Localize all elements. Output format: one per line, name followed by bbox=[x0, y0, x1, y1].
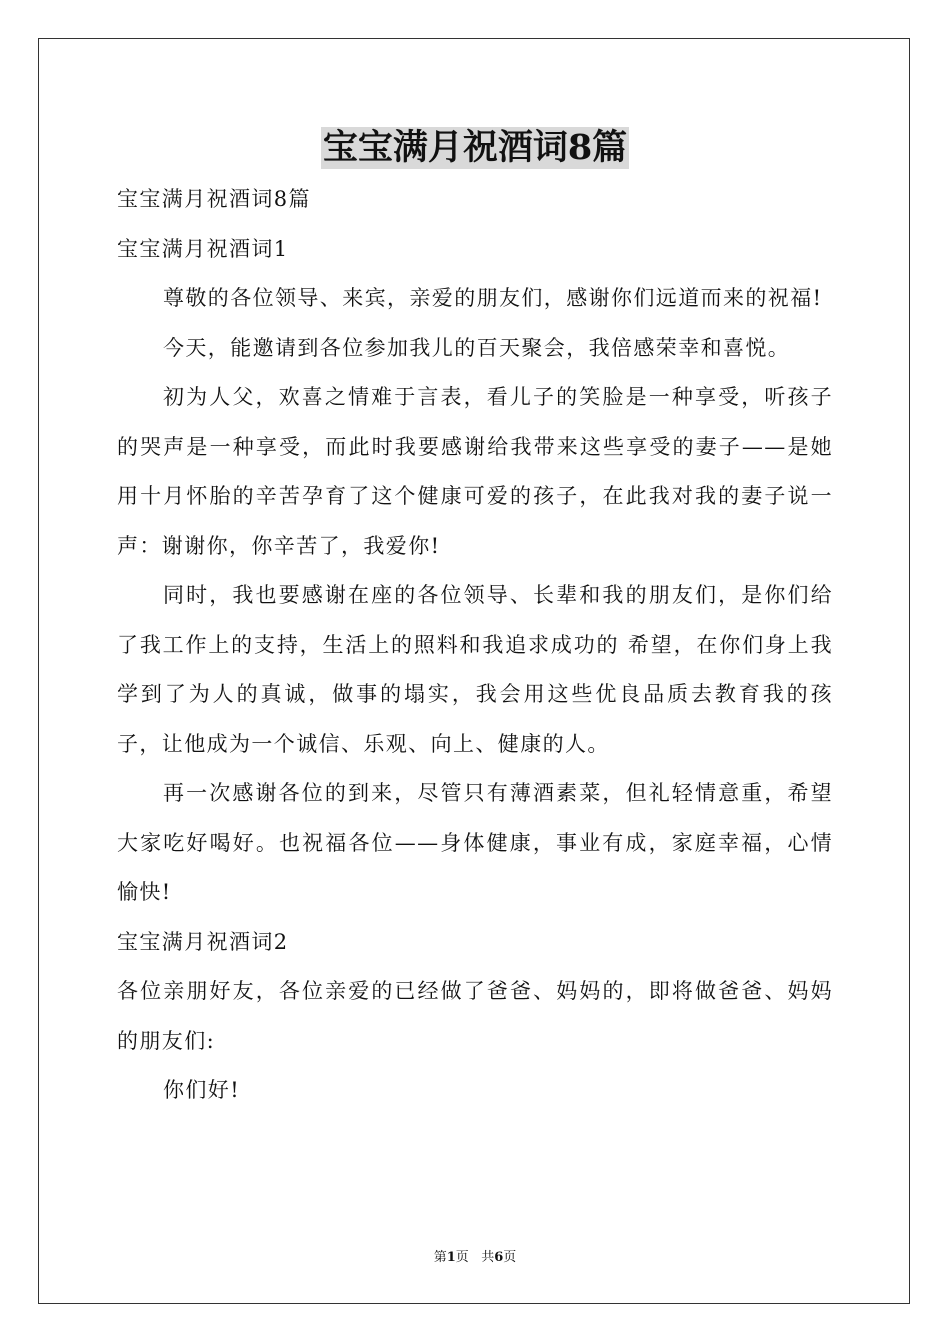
page-footer bbox=[0, 1246, 950, 1265]
title-wrap bbox=[117, 127, 833, 169]
paragraph: 再一次感谢各位的到来，尽管只有薄酒素菜，但礼轻情意重，希望大家吃好喝好。也祝福各位——身体健康，事业有成，家庭幸福，心情愉快! bbox=[117, 781, 833, 904]
paragraph: 各位亲朋好友，各位亲爱的已经做了爸爸、妈妈的，即将做爸爸、妈妈的朋友们: bbox=[117, 979, 833, 1053]
total-suffix: 页 bbox=[503, 1250, 517, 1265]
section-heading-1: 宝宝满月祝酒词1 bbox=[117, 236, 289, 261]
page-prefix: 第 bbox=[433, 1250, 447, 1265]
document-title: 宝宝满月祝酒词8篇 bbox=[322, 127, 628, 168]
current-page-number: 1 bbox=[446, 1250, 456, 1265]
document-subtitle: 宝宝满月祝酒词8篇 bbox=[117, 187, 311, 211]
paragraph: 尊敬的各位领导、来宾，亲爱的朋友们，感谢你们远道而来的祝福! bbox=[163, 286, 823, 310]
paragraph: 今天，能邀请到各位参加我儿的百天聚会，我倍感荣幸和喜悦。 bbox=[163, 335, 791, 360]
total-page-number: 6 bbox=[494, 1250, 504, 1265]
greeting: 你们好! bbox=[163, 1078, 241, 1102]
paragraph: 同时，我也要感谢在座的各位领导、长辈和我的朋友们，是你们给了我工作上的支持，生活上的照料和我追求成功的 希望，在你们身上我学到了为人的真诚，做事的塌实，我会用这些优良品质去教育我的孩子，让他成为一个诚信、乐观、向上、健康的人。 bbox=[117, 583, 833, 756]
total-prefix: 共 bbox=[481, 1250, 495, 1265]
paragraph: 初为人父，欢喜之情难于言表，看儿子的笑脸是一种享受，听孩子的哭声是一种享受，而此时我要感谢给我带来这些享受的妻子——是她用十月怀胎的辛苦孕育了这个健康可爱的孩子，在此我对我的妻子说一声：谢谢你，你辛苦了，我爱你! bbox=[117, 385, 833, 558]
page-suffix: 页 bbox=[455, 1250, 469, 1265]
section-heading-2: 宝宝满月祝酒词2 bbox=[117, 929, 289, 954]
document-body bbox=[117, 127, 833, 1116]
